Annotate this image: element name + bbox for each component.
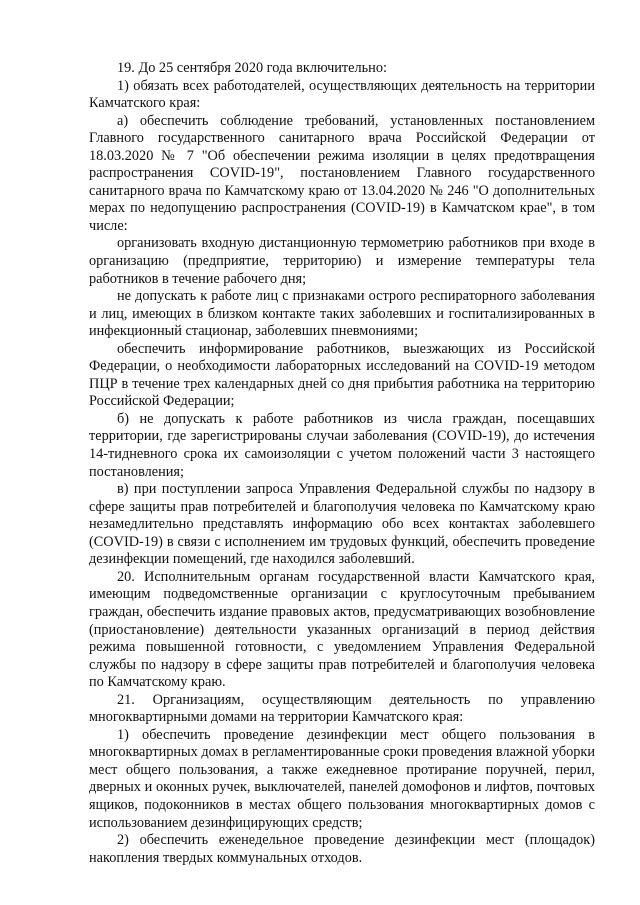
paragraph-19-1-v: в) при поступлении запроса Управления Федеральной службы по надзору в сфере защиты прав потребителей и благополучия человека по Камчатскому краю незамедлительно представлять информацию обо всех контактах заболевшего (COVID-19) в связи с исполнением им трудовых функций, обеспечить проведение дезинфекции помещений, где находился заболевший.: [89, 481, 595, 568]
paragraph-19-1: 1) обязать всех работодателей, осуществляющих деятельность на территории Камчатского края:: [89, 77, 595, 112]
paragraph-no-sick-admission: не допускать к работе лиц с признаками острого респираторного заболевания и лиц, имеющих в близком контакте таких заболевших и госпитализированных в инфекционный стационар, заболевших пневмониями;: [89, 288, 595, 340]
paragraph-19: 19. До 25 сентября 2020 года включительно:: [117, 60, 387, 76]
paragraph-21-1: 1) обеспечить проведение дезинфекции мест общего пользования в многоквартирных домах в регламентированные сроки проведения влажной уборки мест общего пользования, а также ежедневное протирание поручней, перил, дверных и оконных ручек, выключателей, панелей домофонов и лифтов, почтовых ящиков, подоконников в местах общего пользования многоквартирных домов с использованием дезинфицирующих средств;: [89, 726, 595, 831]
paragraph-thermometry: организовать входную дистанционную термометрию работников при входе в организацию (предприятие, территорию) и измерение температуры тела работников в течение рабочего дня;: [89, 235, 595, 287]
paragraph-21-2: 2) обеспечить еженедельное проведение дезинфекции мест (площадок) накопления твердых коммунальных отходов.: [89, 832, 595, 866]
paragraph-19-1-a: а) обеспечить соблюдение требований, установленных постановлением Главного государственного санитарного врача Российской Федерации от 18.03.2020 № 7 "Об обеспечении режима изоляции в целях предотвращения распространения COVID-19", постановлением Главного государственного санитарного врача по Камчатскому краю от 13.04.2020 № 246 "О дополнительных мерах по недопущению распространения (COVID-19) в Камчатском крае", в том числе:: [89, 112, 595, 234]
paragraph-21: 21. Организациям, осуществляющим деятельность по управлению многоквартирными домами на территории Камчатского края:: [89, 691, 595, 726]
paragraph-19-1-b: б) не допускать к работе работников из числа граждан, посещавших территории, где зарегистрированы случаи заболевания (COVID-19), до истечения 14-тидневного срока их самоизоляции с учетом положений части 3 настоящего постановления;: [89, 410, 595, 480]
paragraph-20: 20. Исполнительным органам государственной власти Камчатского края, имеющим подведомственные организации с круглосуточным пребыванием граждан, обеспечить издание правовых актов, предусматривающих возобновление (приостановление) деятельности указанных организаций в период действия режима повышенной готовности, с уведомлением Управления Федеральной службы по надзору в сфере защиты прав потребителей и благополучия человека по Камчатскому краю.: [89, 568, 595, 691]
document-page: [89, 60, 595, 867]
paragraph-informing-travelers: обеспечить информирование работников, выезжающих из Российской Федерации, о необходимости лабораторных исследований на COVID-19 методом ПЦР в течение трех календарных дней со дня прибытия работника на территорию Российской Федерации;: [89, 340, 595, 410]
